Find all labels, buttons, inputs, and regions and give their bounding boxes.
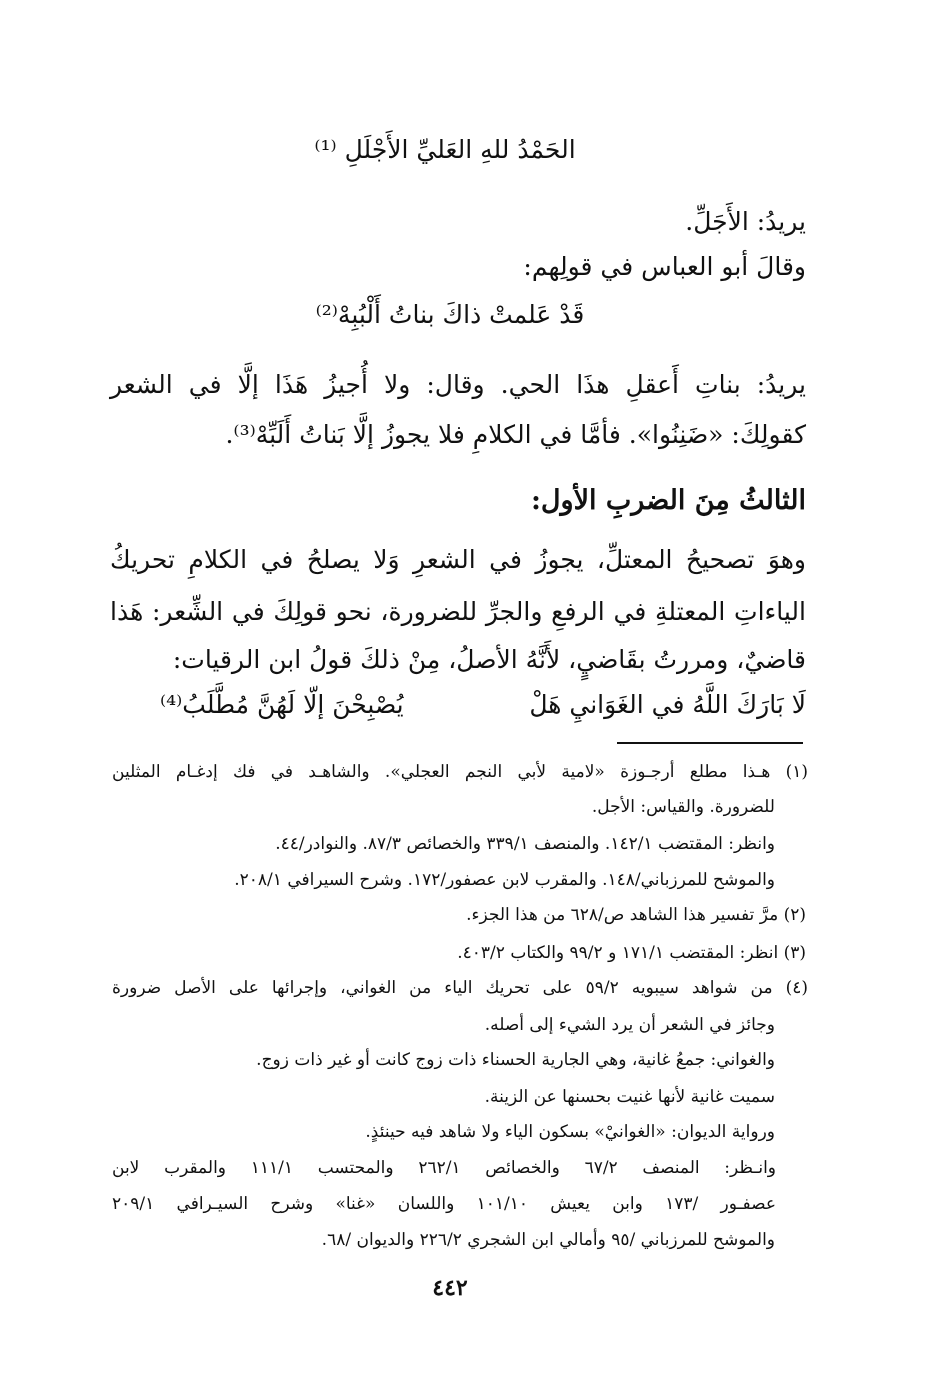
text-line-7: قاضيٌ، ومررتُ بقَاضيٍ، لأَنَّهُ الأصلُ، مِنْ ذلكَ قولُ ابن الرقيات: [172, 645, 806, 674]
footnote-line: (٣) انظر: المقتضب ١٧١/١ و ٩٩/٢ والكتاب ٤٠٣/٢. [457, 943, 806, 963]
page-number: ٤٤٢ [432, 1275, 468, 1301]
footnote-line: وانـظر: المنصف ٦٧/٢ والخصائص ٢٦٢/١ والمحتسب ١١١/١ والمقرب لابن [112, 1158, 776, 1178]
footnote-line: والموشح للمرزباني /٩٥ وأمالي ابن الشجري ٢٢٦/٢ والديوان /٦٨. [321, 1230, 775, 1250]
footnote-line: ورواية الديوان: «الغوانيْ» بسكون الياء ولا شاهد فيه حينئذٍ. [365, 1122, 775, 1142]
text-line-4: كقولِكَ: «ضَنِنُوا». فأمَّا في الكلامِ فلا يجوزُ إلَّا بَناتُ أَلَبِّهْ⁽³⁾. [225, 420, 806, 449]
footnote-line: (١) هـذا مطلع أرجـوزة «لامية لأبي النجم العجلي». والشاهـد في فك إدغـام المثلين [112, 762, 808, 782]
text-line-1: يريدُ: الأَجَلِّ. [685, 207, 806, 236]
footnote-line: (٤) من شواهد سيبويه ٥٩/٢ على تحريك الياء من الغواني، وإجرائها على الأصل ضرورة [112, 978, 808, 998]
footnote-line: والموشح للمرزباني/١٤٨. والمقرب لابن عصفور/١٧٢. وشرح السيرافي ٢٠٨/١. [234, 870, 775, 890]
text-line-6: الياءاتِ المعتلةِ في الرفعِ والجرِّ للضرورة، نحو قولِكَ في الشِّعر: هَذا [110, 597, 806, 626]
footnote-line: وانظر: المقتضب ١٤٢/١. والمنصف ٣٣٩/١ والخصائص ٨٧/٣. والنوادر/٤٤. [275, 834, 775, 854]
footnote-line: (٢) مرَّ تفسير هذا الشاهد ص/٦٢٨ من هذا الجزء. [466, 905, 806, 925]
footnote-line: سميت غانية لأنها غنيت بحسنها عن الزينة. [484, 1087, 775, 1107]
verse-2: قَدْ عَلمتْ ذاكَ بناتُ أَلْبُبِهْ⁽²⁾ [315, 300, 585, 329]
footnote-line: والغواني: جمعُ غانية، وهي الجارية الحسناء ذات زوج كانت أو غير ذات زوج. [256, 1050, 775, 1070]
verse-3-first-hemistich: لَا بَارَكَ اللَّهُ في الغَوَانيِ هَلْ [529, 690, 806, 719]
footnote-separator [617, 742, 803, 744]
footnote-line: وجائز في الشعر أن يرد الشيء إلى أصله. [484, 1015, 775, 1035]
section-heading: الثالثُ مِنَ الضربِ الأول: [530, 485, 806, 516]
text-line-2: وقالَ أبو العباس في قولِهم: [523, 252, 806, 281]
text-line-5: وهوَ تصحيحُ المعتلِّ، يجوزُ في الشعرِ وَلا يصلحُ في الكلامِ تحريكُ [110, 545, 806, 574]
verse-1: الحَمْدُ للهِ العَليِّ الأَجْلَلِ ⁽¹⁾ [314, 135, 576, 164]
verse-3-second-hemistich: يُصْبِحْنَ إلّا لَهُنَّ مُطَّلَبُ⁽⁴⁾ [160, 690, 404, 719]
footnote-line: عصفـور /١٧٣ وابن يعيش ١٠١/١٠ واللسان «غنا» وشرح السيـرافي ٢٠٩/١ [112, 1194, 776, 1214]
text-line-3: يريدُ: بناتِ أَعقلِ هذَا الحي. وقال: ولا أُجيزُ هَذَا إلَّا في الشعر [110, 370, 806, 399]
footnote-line: للضرورة. والقياس: الأجل. [591, 797, 775, 817]
